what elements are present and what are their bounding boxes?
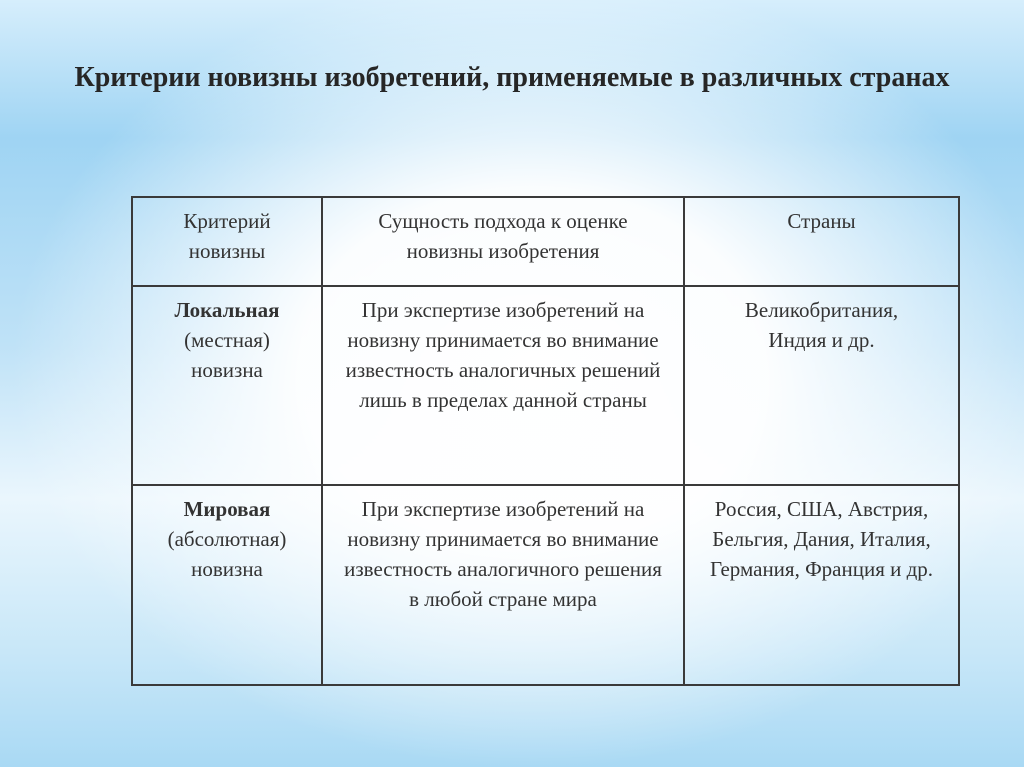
header-criterion: Критерий новизны	[132, 197, 322, 286]
criterion-cell	[132, 286, 322, 485]
essence-cell: При экспертизе изобретений на новизну принимается во внимание известность аналогичного решения в любой стране мира	[322, 485, 684, 685]
criterion-name: Мировая	[183, 497, 271, 521]
essence-cell: При экспертизе изобретений на новизну принимается во внимание известность аналогичных решений лишь в пределах данной страны	[322, 286, 684, 485]
criterion-description: (абсолютная) новизна	[167, 527, 287, 581]
novelty-criteria-table	[131, 196, 960, 686]
criterion-cell	[132, 485, 322, 685]
countries-cell: Великобритания, Индия и др.	[684, 286, 959, 485]
criterion-description: (местная) новизна	[184, 328, 270, 382]
criterion-name: Локальная	[174, 298, 280, 322]
table-row	[132, 485, 959, 685]
slide-title: Критерии новизны изобретений, применяемые в различных странах	[74, 62, 950, 93]
table-row	[132, 286, 959, 485]
countries-cell: Россия, США, Австрия, Бельгия, Дания, Италия, Германия, Франция и др.	[684, 485, 959, 685]
table-header-row	[132, 197, 959, 286]
header-countries: Страны	[684, 197, 959, 286]
header-essence: Сущность подхода к оценке новизны изобретения	[322, 197, 684, 286]
novelty-criteria-table-container	[131, 196, 958, 684]
